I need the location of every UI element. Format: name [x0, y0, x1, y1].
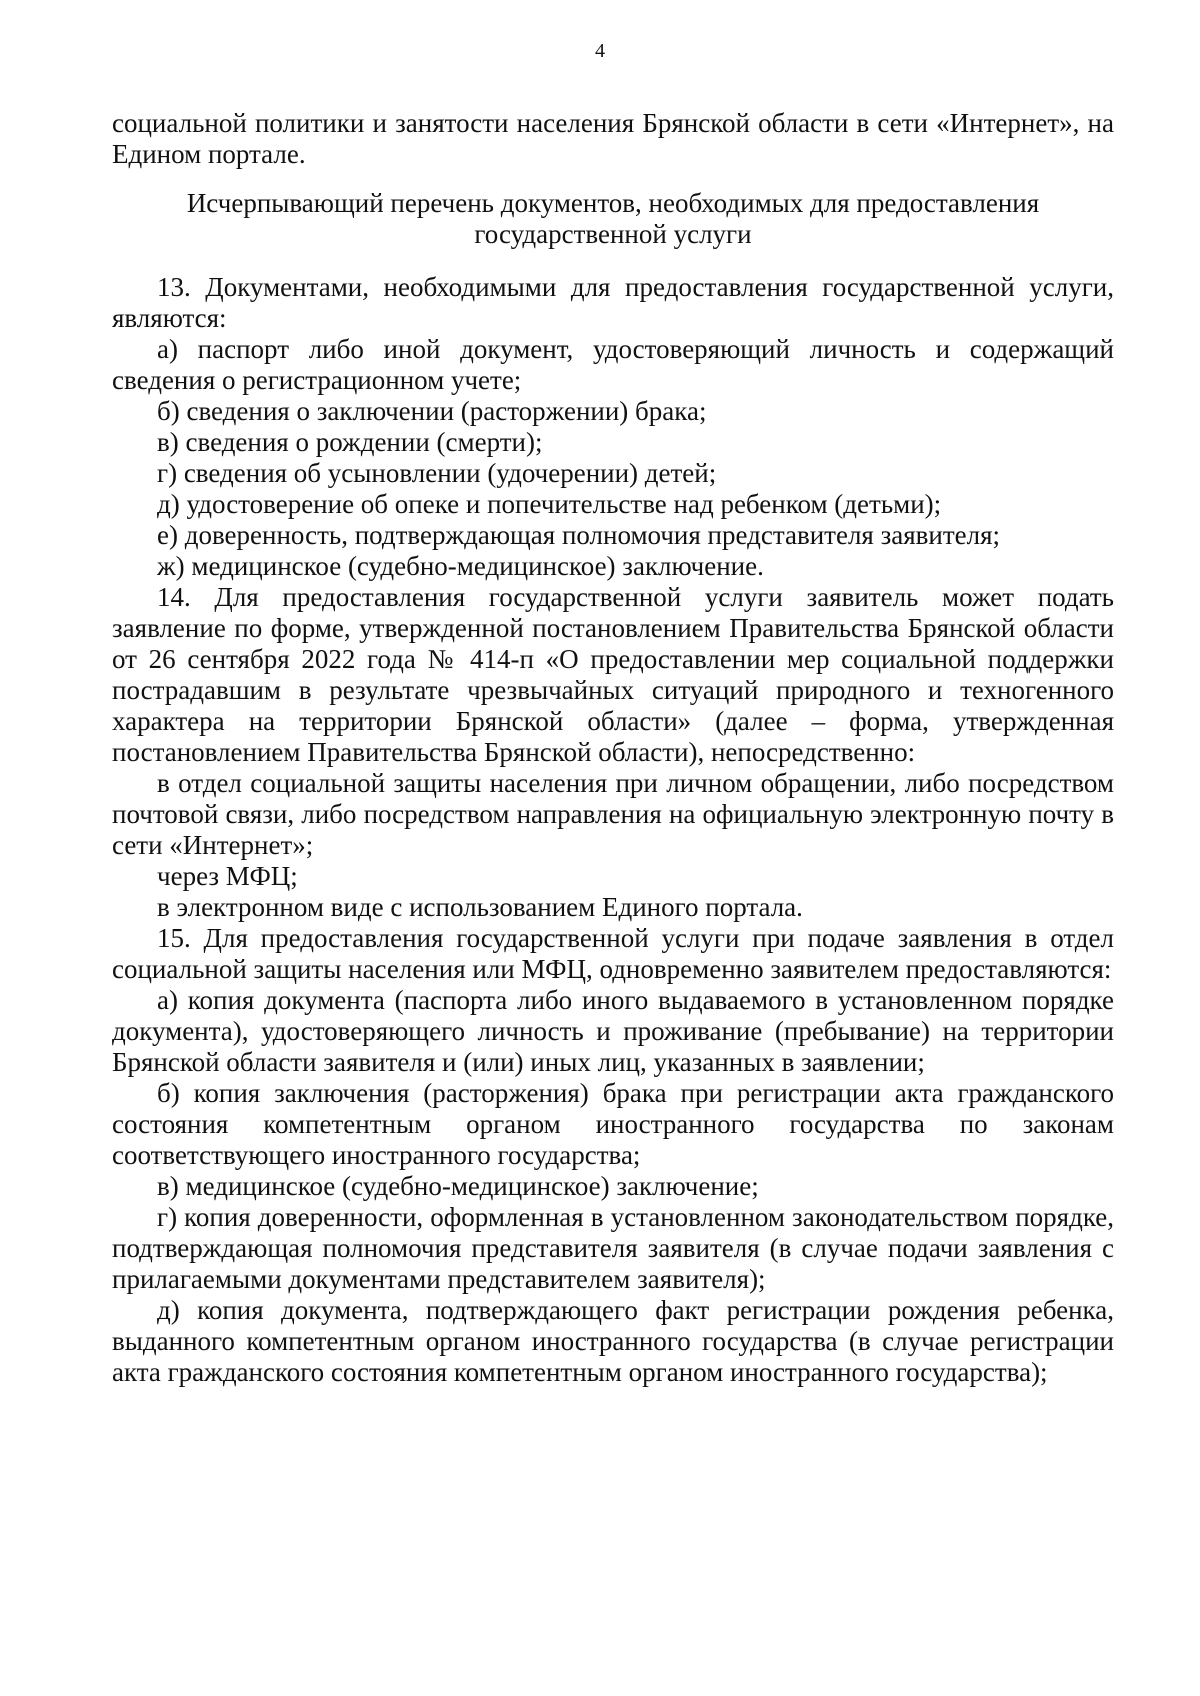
- page-number: 4: [595, 40, 605, 62]
- clause-15-item-d: д) копия документа, подтверждающего факт регистрации рождения ребенка, выданного компетентным органом иностранного государства (в случае регистрации акта гражданского состояния компетентным органом иностранного государства);: [112, 1295, 1114, 1387]
- clause-15: 15. Для предоставления государственной услуги при подаче заявления в отдел социальной защиты населения или МФЦ, одновременно заявителем предоставляются:: [112, 923, 1114, 984]
- clause-14-option-social-department: в отдел социальной защиты населения при личном обращении, либо посредством почтовой связи, либо посредством направления на официальную электронную почту в сети «Интернет»;: [112, 768, 1114, 860]
- clause-13-item-e: е) доверенность, подтверждающая полномочия представителя заявителя;: [157, 520, 1001, 550]
- clause-14-option-portal: в электронном виде с использованием Единого портала.: [157, 892, 803, 922]
- section-heading-line-1: Исчерпывающий перечень документов, необходимых для предоставления: [186, 188, 1040, 218]
- section-heading-line-2: государственной услуги: [474, 219, 752, 249]
- clause-13-item-g: г) сведения об усыновлении (удочерении) детей;: [157, 458, 717, 488]
- clause-14: 14. Для предоставления государственной услуги заявитель может подать заявление по форме, утвержденной постановлением Правительства Брянской области от 26 сентября 2022 года № 414-п «О предоставлении мер социальной поддержки пострадавшим в результате чрезвычайных ситуаций природного и техногенного характера на территории Брянской области» (далее – форма, утвержденная постановлением Правительства Брянской области), непосредственно:: [112, 582, 1114, 767]
- clause-13-item-zh: ж) медицинское (судебно-медицинское) заключение.: [157, 551, 764, 581]
- section-heading: [112, 188, 1114, 250]
- clause-15-item-a: а) копия документа (паспорта либо иного выдаваемого в установленном порядке документа), удостоверяющего личность и проживание (пребывание) на территории Брянской области заявителя и (или) иных лиц, указанных в заявлении;: [112, 985, 1114, 1077]
- clause-13-item-d: д) удостоверение об опеке и попечительстве над ребенком (детьми);: [157, 489, 942, 519]
- clause-15-item-g: г) копия доверенности, оформленная в установленном законодательством порядке, подтверждающая полномочия представителя заявителя (в случае подачи заявления с прилагаемыми документами представителем заявителя);: [112, 1202, 1114, 1294]
- clause-13-item-v: в) сведения о рождении (смерти);: [157, 427, 543, 457]
- clause-13-item-a: а) паспорт либо иной документ, удостоверяющий личность и содержащий сведения о регистрационном учете;: [112, 334, 1114, 395]
- document-body: [112, 108, 1114, 1388]
- clause-15-item-v: в) медицинское (судебно-медицинское) заключение;: [157, 1171, 759, 1201]
- clause-13: 13. Документами, необходимыми для предоставления государственной услуги, являются:: [112, 272, 1114, 333]
- clause-14-option-mfc: через МФЦ;: [157, 861, 298, 891]
- clause-13-item-b: б) сведения о заключении (расторжении) брака;: [157, 396, 707, 426]
- clause-15-item-b: б) копия заключения (расторжения) брака при регистрации акта гражданского состояния компетентным органом иностранного государства по законам соответствующего иностранного государства;: [112, 1078, 1114, 1170]
- paragraph-continuation: социальной политики и занятости населения Брянской области в сети «Интернет», на Едином портале.: [112, 108, 1114, 169]
